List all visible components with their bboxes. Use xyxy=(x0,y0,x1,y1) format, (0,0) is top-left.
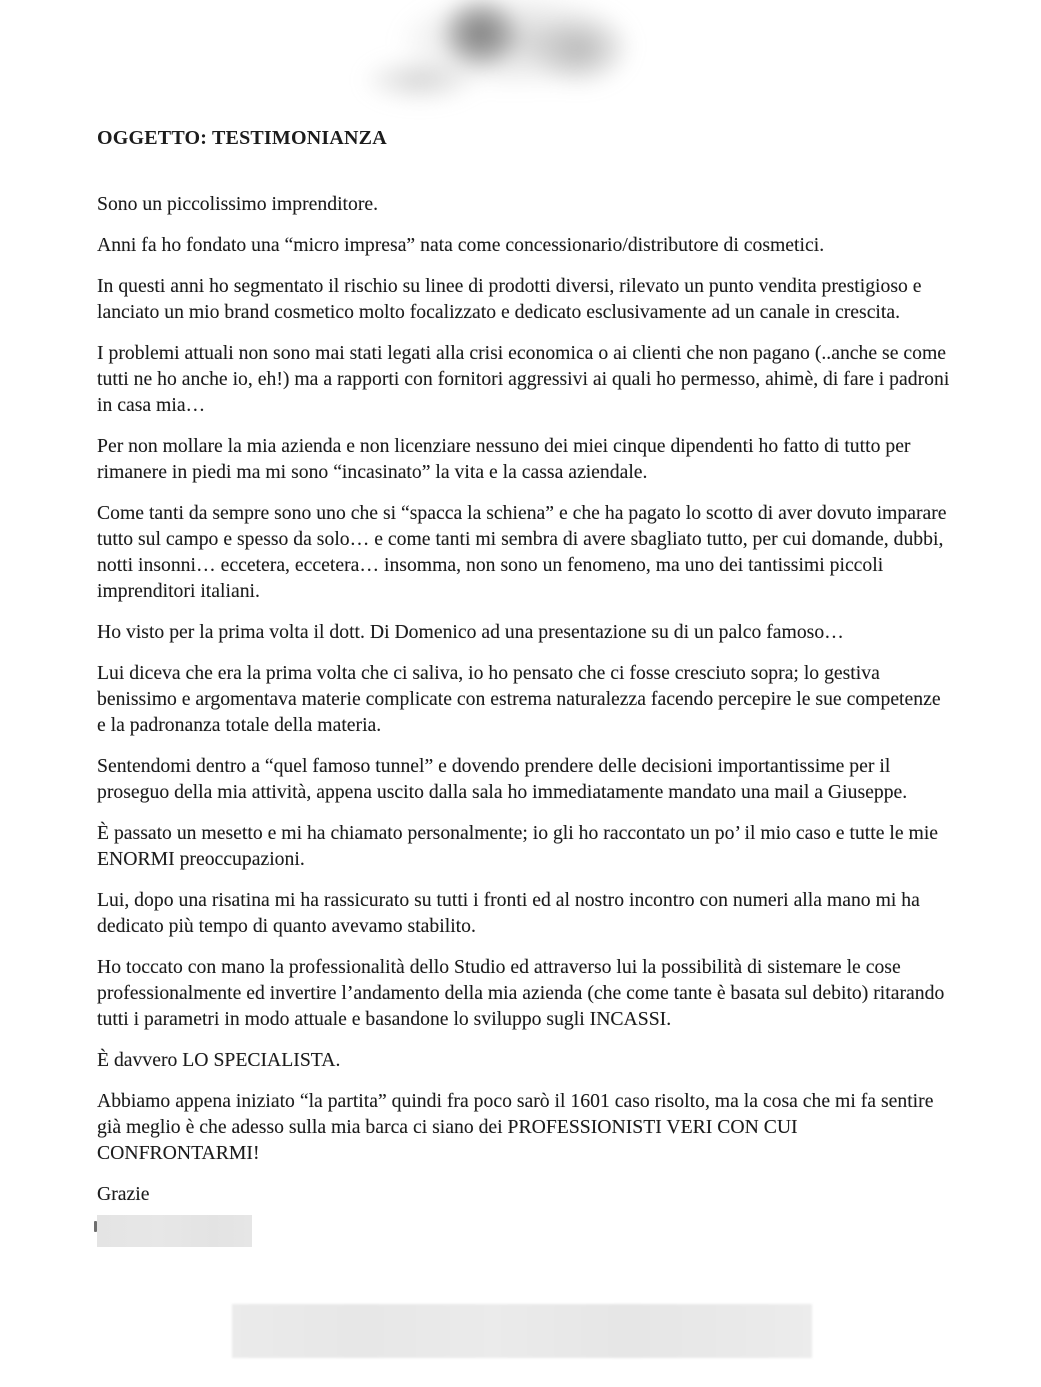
paragraph: In questi anni ho segmentato il rischio su linee di prodotti diversi, rilevato un punto vendita prestigioso e lanciato un mio brand cosmetico molto focalizzato e dedicato esclusivamente ad un canale in crescita. xyxy=(97,275,922,323)
paragraph: Sentendomi dentro a “quel famoso tunnel” e dovendo prendere delle decisioni importantissime per il proseguo della mia attività, appena uscito dalla sala ho immediatamente mandato una mail a Giuseppe. xyxy=(97,755,908,803)
paragraph: Sono un piccolissimo imprenditore. xyxy=(97,193,379,215)
paragraph: Ho visto per la prima volta il dott. Di Domenico ad una presentazione su di un palco famoso… xyxy=(97,621,844,643)
redacted-signature-name xyxy=(97,1215,252,1247)
redacted-footer-strip xyxy=(232,1304,812,1358)
paragraph: Lui diceva che era la prima volta che ci saliva, io ho pensato che ci fosse cresciuto sopra; lo gestiva benissimo e argomentava materie complicate con estrema naturalezza facendo percepire le sue competenze e la padronanza totale della materia. xyxy=(97,662,941,736)
paragraph: È passato un mesetto e mi ha chiamato personalmente; io gli ho raccontato un po’ il mio caso e tutte le mie ENORMI preoccupazioni. xyxy=(97,822,939,870)
paragraph: Per non mollare la mia azienda e non licenziare nessuno dei miei cinque dipendenti ho fatto di tutto per rimanere in piedi ma mi sono “incasinato” la vita e la cassa aziendale. xyxy=(97,435,911,483)
paragraph: È davvero LO SPECIALISTA. xyxy=(97,1049,341,1071)
closing-word: Grazie xyxy=(97,1183,150,1205)
paragraph: Come tanti da sempre sono uno che si “spacca la schiena” e che ha pagato lo scotto di aver dovuto imparare tutto sul campo e spesso da solo… e come tanti mi sembra di avere sbagliato tutto, per cui domande, dubbi, notti insonni… eccetera, eccetera… insomma, non sono un fenomeno, ma uno dei tantissimi piccoli imprenditori italiani. xyxy=(97,502,947,602)
paragraph: Anni fa ho fondato una “micro impresa” nata come concessionario/distributore di cosmetici. xyxy=(97,234,825,256)
paragraph: Ho toccato con mano la professionalità dello Studio ed attraverso lui la possibilità di sistemare le cose professionalmente ed invertire l’andamento della mia azienda (che come tante è basata sul debito) ritarando tutti i parametri in modo attuale e basandone lo sviluppo sugli INCASSI. xyxy=(97,956,945,1030)
paragraph: Abbiamo appena iniziato “la partita” quindi fra poco sarò il 1601 caso risolto, ma la cosa che mi fa sentire già meglio è che adesso sulla mia barca ci siano dei PROFESSIONISTI VERI CON CUI CONFRONTARMI! xyxy=(97,1090,934,1164)
letter-body xyxy=(97,191,952,1207)
redacted-logo-image xyxy=(360,0,680,110)
subject-heading: OGGETTO: TESTIMONIANZA xyxy=(97,127,387,149)
paragraph: I problemi attuali non sono mai stati legati alla crisi economica o ai clienti che non pagano (..anche se come tutti ne ho anche io, eh!) ma a rapporti con fornitori aggressivi ai quali ho permesso, ahimè, di fare i padroni in casa mia… xyxy=(97,342,950,416)
paragraph: Lui, dopo una risatina mi ha rassicurato su tutti i fronti ed al nostro incontro con numeri alla mano mi ha dedicato più tempo di quanto avevamo stabilito. xyxy=(97,889,920,937)
